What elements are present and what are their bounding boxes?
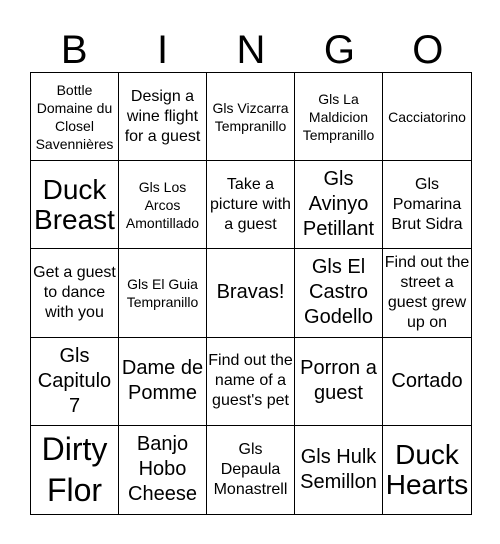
bingo-cell-text: Design a wine flight for a guest [124, 87, 201, 145]
bingo-cell-text: Cacciatorino [388, 108, 466, 125]
bingo-cell[interactable] [295, 426, 383, 514]
bingo-cell-text: Gls Pomarina Brut Sidra [391, 175, 463, 233]
bingo-cell-text: Bottle Domaine du Closel Savennières [35, 81, 114, 152]
bingo-cell[interactable] [119, 426, 207, 514]
bingo-cell[interactable] [383, 426, 471, 514]
header-letter-n: N [236, 28, 266, 72]
bingo-cell[interactable] [207, 73, 295, 161]
bingo-cell-text: Gls El Guia Tempranillo [126, 275, 199, 310]
bingo-cell[interactable] [31, 338, 119, 426]
bingo-cell-text: Dirty Flor [41, 430, 108, 508]
bingo-cell[interactable] [31, 426, 119, 514]
bingo-cell[interactable] [383, 338, 471, 426]
bingo-cell[interactable] [31, 73, 119, 161]
header-letter-i: I [157, 28, 169, 72]
bingo-cell-text: Gls El Castro Godello [304, 256, 373, 329]
bingo-cell-text: Gls Depaula Monastrell [213, 440, 288, 498]
bingo-cell-text: Gls Los Arcos Amontillado [125, 178, 200, 231]
bingo-cell-text: Duck Breast [34, 173, 115, 235]
bingo-cell-text: Porron a guest [300, 357, 377, 405]
bingo-cell[interactable] [31, 161, 119, 249]
bingo-cell-text: Gls La Maldicion Tempranillo [302, 90, 375, 143]
bingo-cell-text: Gls Hulk Semillon [300, 445, 377, 493]
bingo-cell[interactable] [119, 338, 207, 426]
bingo-cell-text: Take a picture with a guest [210, 175, 291, 233]
bingo-board [30, 72, 472, 515]
bingo-cell[interactable] [383, 161, 471, 249]
bingo-cell-text: Find out the name of a guest's pet [208, 352, 293, 410]
bingo-cell-text: Find out the street a guest grew up on [384, 253, 470, 331]
bingo-cell[interactable] [295, 338, 383, 426]
bingo-cell-text: Gls Capitulo 7 [37, 344, 112, 417]
bingo-cell[interactable] [295, 249, 383, 337]
bingo-cell[interactable] [295, 73, 383, 161]
bingo-cell[interactable] [31, 249, 119, 337]
bingo-cell[interactable] [119, 161, 207, 249]
bingo-header [30, 28, 472, 72]
bingo-cell-text: Get a guest to dance with you [33, 263, 116, 321]
bingo-cell[interactable] [207, 426, 295, 514]
bingo-cell[interactable] [383, 73, 471, 161]
bingo-cell[interactable] [207, 338, 295, 426]
bingo-cell-text: Cortado [391, 369, 463, 392]
bingo-cell-text: Banjo Hobo Cheese [128, 433, 197, 506]
header-letter-o: O [412, 28, 444, 72]
bingo-cell[interactable] [207, 161, 295, 249]
bingo-cell[interactable] [207, 249, 295, 337]
bingo-cell[interactable] [119, 249, 207, 337]
bingo-cell-text: Bravas! [216, 281, 285, 304]
bingo-cell-text: Gls Vizcarra Tempranillo [212, 99, 289, 134]
header-letter-g: G [323, 28, 355, 72]
bingo-cell-text: Duck Hearts [385, 438, 469, 500]
bingo-cell[interactable] [119, 73, 207, 161]
bingo-cell-text: Dame de Pomme [121, 357, 204, 405]
bingo-cell[interactable] [295, 161, 383, 249]
bingo-cell-text: Gls Avinyo Petillant [302, 168, 375, 241]
header-letter-b: B [60, 28, 88, 72]
bingo-cell[interactable] [383, 249, 471, 337]
